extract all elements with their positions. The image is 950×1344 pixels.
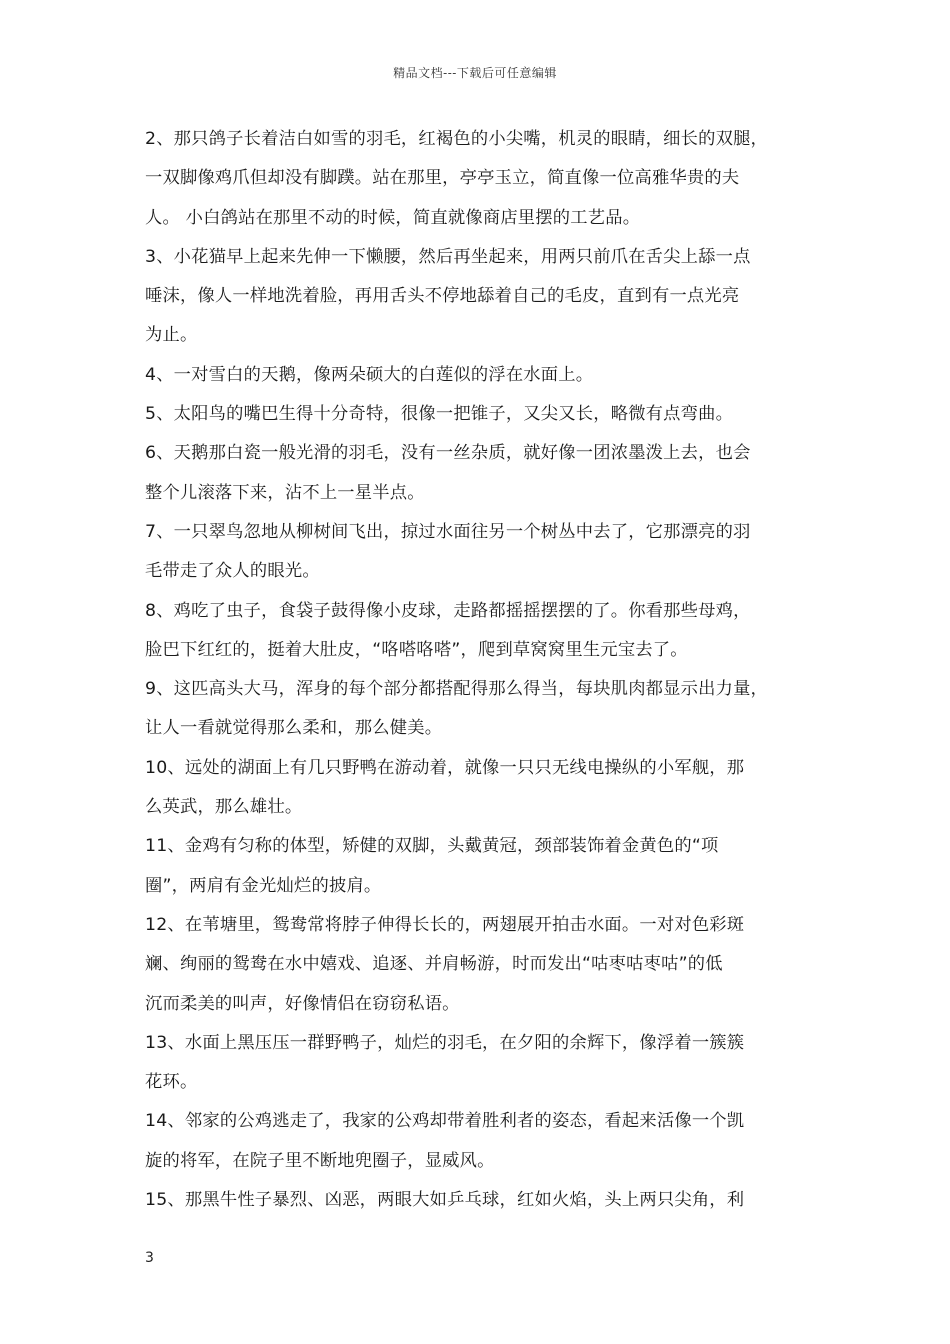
- text-line: 12、在苇塘里，鸳鸯常将脖子伸得长长的，两翅展开拍击水面。一对对色彩斑: [145, 914, 745, 935]
- text-line: 么英武，那么雄壮。: [145, 797, 303, 818]
- text-line: 斓、绚丽的鸳鸯在水中嬉戏、追逐、并肩畅游，时而发出“咕枣咕枣咕”的低: [145, 954, 723, 975]
- text-line: 圈”，两肩有金光灿烂的披肩。: [145, 875, 382, 896]
- text-line: 8、鸡吃了虫子，食袋子鼓得像小皮球，走路都摇摇摆摆的了。你看那些母鸡，: [145, 600, 751, 621]
- text-line: 让人一看就觉得那么柔和，那么健美。: [145, 718, 443, 739]
- text-line: 花环。: [145, 1072, 198, 1093]
- text-line: 13、水面上黑压压一群野鸭子，灿烂的羽毛，在夕阳的余辉下，像浮着一簇簇: [145, 1032, 745, 1053]
- text-line: 3、小花猫早上起来先伸一下懒腰，然后再坐起来，用两只前爪在舌尖上舔一点: [145, 246, 751, 267]
- text-line: 10、远处的湖面上有几只野鸭在游动着，就像一只只无线电操纵的小军舰，那: [145, 757, 745, 778]
- text-line: 脸巴下红红的，挺着大肚皮，“咯嗒咯嗒”，爬到草窝窝里生元宝去了。: [145, 639, 688, 660]
- text-line: 15、那黑牛性子暴烈、凶恶，两眼大如乒乓球，红如火焰，头上两只尖角，利: [145, 1190, 745, 1211]
- text-line: 2、那只鸽子长着洁白如雪的羽毛，红褐色的小尖嘴，机灵的眼睛，细长的双腿，: [145, 129, 769, 149]
- text-line: 沉而柔美的叫声，好像情侣在窃窃私语。: [145, 993, 460, 1014]
- text-line: 6、天鹅那白瓷一般光滑的羽毛，没有一丝杂质，就好像一团浓墨泼上去，也会: [145, 443, 751, 464]
- text-line: 9、这匹高头大马，浑身的每个部分都搭配得那么得当，每块肌肉都显示出力量，: [145, 679, 769, 700]
- text-line: 4、一对雪白的天鹅，像两朵硕大的白莲似的浮在水面上。: [145, 364, 594, 385]
- text-line: 整个儿滚落下来，沾不上一星半点。: [145, 482, 425, 503]
- text-line: 一双脚像鸡爪但却没有脚蹼。站在那里，亭亭玉立，简直像一位高雅华贵的夫: [145, 168, 740, 189]
- text-line: 为止。: [145, 325, 198, 346]
- text-line: 5、太阳鸟的嘴巴生得十分奇特，很像一把锥子，又尖又长，略微有点弯曲。: [145, 404, 734, 425]
- text-line: 7、一只翠鸟忽地从柳树间飞出，掠过水面往另一个树丛中去了，它那漂亮的羽: [145, 521, 751, 542]
- text-line: 人。 小白鸽站在那里不动的时候，简直就像商店里摆的工艺品。: [145, 207, 641, 228]
- text-line: 14、邻家的公鸡逃走了，我家的公鸡却带着胜利者的姿态，看起来活像一个凯: [145, 1111, 745, 1132]
- page-header: 精品文档---下载后可任意编辑: [393, 66, 557, 80]
- text-line: 旋的将军，在院子里不断地兜圈子，显威风。: [145, 1150, 495, 1171]
- page-number: 3: [145, 1250, 154, 1266]
- document-body: [145, 120, 820, 1220]
- text-line: 毛带走了众人的眼光。: [145, 561, 320, 582]
- text-line: 11、金鸡有匀称的体型，矫健的双脚，头戴黄冠，颈部装饰着金黄色的“项: [145, 836, 719, 857]
- text-line: 唾沫，像人一样地洗着脸，再用舌头不停地舔着自己的毛皮，直到有一点光亮: [145, 286, 740, 307]
